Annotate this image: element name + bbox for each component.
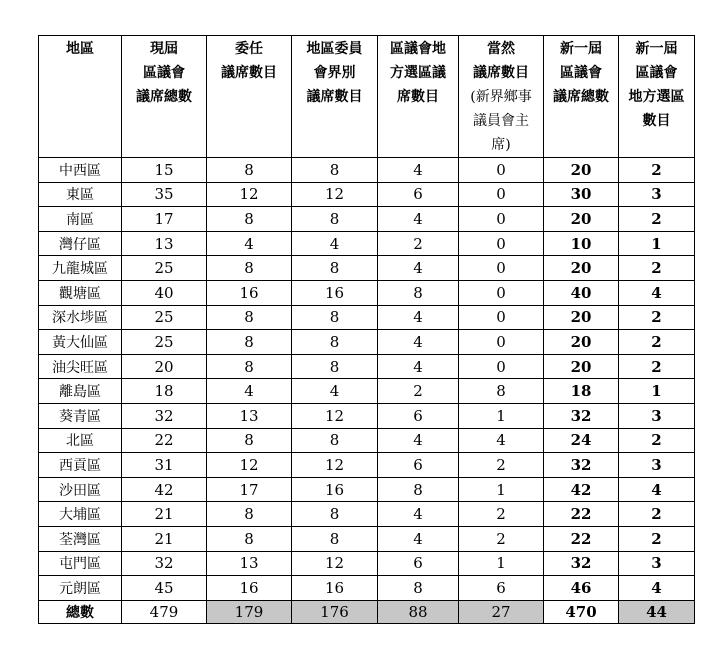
cell-new-constituencies: 3 [619, 182, 695, 207]
cell-ex-officio: 0 [459, 182, 544, 207]
cell-new-total: 30 [544, 182, 619, 207]
table-row [39, 403, 695, 428]
header-row [39, 36, 695, 158]
cell-new-constituencies: 1 [619, 231, 695, 256]
cell-constituency-seats: 2 [378, 231, 459, 256]
cell-constituency-seats: 6 [378, 182, 459, 207]
cell-current-total: 21 [122, 526, 207, 551]
total-appointed: 179 [207, 600, 292, 623]
cell-district: 灣仔區 [39, 231, 122, 256]
cell-current-total: 42 [122, 477, 207, 502]
cell-new-constituencies: 3 [619, 551, 695, 576]
total-new-total: 470 [544, 600, 619, 623]
cell-constituency-seats: 4 [378, 428, 459, 453]
cell-appointed: 8 [207, 207, 292, 232]
cell-ex-officio: 0 [459, 231, 544, 256]
cell-district-committees: 8 [292, 158, 378, 183]
cell-current-total: 31 [122, 453, 207, 478]
total-row [39, 600, 695, 623]
cell-district-committees: 4 [292, 379, 378, 404]
cell-ex-officio: 0 [459, 354, 544, 379]
cell-new-constituencies: 2 [619, 305, 695, 330]
total-current-total: 479 [122, 600, 207, 623]
cell-appointed: 8 [207, 354, 292, 379]
cell-current-total: 45 [122, 576, 207, 601]
cell-district: 深水埗區 [39, 305, 122, 330]
cell-new-total: 32 [544, 403, 619, 428]
cell-current-total: 21 [122, 502, 207, 527]
table-row [39, 354, 695, 379]
cell-constituency-seats: 8 [378, 280, 459, 305]
cell-appointed: 16 [207, 280, 292, 305]
cell-constituency-seats: 4 [378, 330, 459, 355]
cell-district: 荃灣區 [39, 526, 122, 551]
cell-district-committees: 8 [292, 428, 378, 453]
cell-appointed: 12 [207, 182, 292, 207]
cell-district: 元朗區 [39, 576, 122, 601]
cell-ex-officio: 8 [459, 379, 544, 404]
cell-current-total: 25 [122, 305, 207, 330]
cell-new-total: 42 [544, 477, 619, 502]
cell-ex-officio: 6 [459, 576, 544, 601]
cell-district-committees: 8 [292, 502, 378, 527]
header-current-total: 現屆 區議會 議席總數 [122, 36, 207, 158]
total-district-committees: 176 [292, 600, 378, 623]
cell-appointed: 13 [207, 403, 292, 428]
header-new-constituencies: 新一屆 區議會 地方選區 數目 [619, 36, 695, 158]
cell-district: 九龍城區 [39, 256, 122, 281]
cell-district: 觀塘區 [39, 280, 122, 305]
cell-new-constituencies: 3 [619, 403, 695, 428]
cell-new-total: 20 [544, 305, 619, 330]
table-row [39, 453, 695, 478]
cell-district-committees: 4 [292, 231, 378, 256]
cell-current-total: 18 [122, 379, 207, 404]
cell-constituency-seats: 6 [378, 453, 459, 478]
cell-district-committees: 16 [292, 280, 378, 305]
cell-ex-officio: 0 [459, 158, 544, 183]
cell-appointed: 8 [207, 305, 292, 330]
cell-new-constituencies: 2 [619, 330, 695, 355]
cell-new-constituencies: 3 [619, 453, 695, 478]
cell-new-constituencies: 2 [619, 354, 695, 379]
cell-constituency-seats: 4 [378, 256, 459, 281]
cell-district-committees: 16 [292, 576, 378, 601]
cell-ex-officio: 2 [459, 526, 544, 551]
cell-current-total: 15 [122, 158, 207, 183]
table-row [39, 379, 695, 404]
cell-new-constituencies: 4 [619, 280, 695, 305]
cell-district: 黃大仙區 [39, 330, 122, 355]
cell-new-constituencies: 2 [619, 158, 695, 183]
cell-current-total: 13 [122, 231, 207, 256]
cell-new-constituencies: 4 [619, 576, 695, 601]
cell-district-committees: 8 [292, 305, 378, 330]
cell-new-total: 22 [544, 502, 619, 527]
cell-new-total: 20 [544, 354, 619, 379]
cell-district-committees: 16 [292, 477, 378, 502]
cell-new-total: 20 [544, 207, 619, 232]
cell-current-total: 32 [122, 403, 207, 428]
cell-ex-officio: 0 [459, 305, 544, 330]
cell-ex-officio: 0 [459, 256, 544, 281]
cell-appointed: 8 [207, 526, 292, 551]
cell-district-committees: 12 [292, 551, 378, 576]
cell-new-total: 24 [544, 428, 619, 453]
cell-district-committees: 12 [292, 403, 378, 428]
cell-new-total: 10 [544, 231, 619, 256]
cell-new-total: 32 [544, 551, 619, 576]
cell-appointed: 8 [207, 158, 292, 183]
cell-appointed: 8 [207, 502, 292, 527]
cell-new-constituencies: 2 [619, 526, 695, 551]
table-row [39, 330, 695, 355]
district-council-seats-table [38, 35, 695, 624]
cell-constituency-seats: 6 [378, 403, 459, 428]
total-constituency-seats: 88 [378, 600, 459, 623]
cell-district-committees: 8 [292, 526, 378, 551]
table-row [39, 551, 695, 576]
cell-new-constituencies: 4 [619, 477, 695, 502]
cell-constituency-seats: 8 [378, 477, 459, 502]
cell-new-total: 18 [544, 379, 619, 404]
cell-appointed: 13 [207, 551, 292, 576]
cell-district-committees: 12 [292, 453, 378, 478]
table-row [39, 305, 695, 330]
table-row [39, 231, 695, 256]
header-ex-officio: 當然 議席數目 (新界鄉事 議員會主 席) [459, 36, 544, 158]
cell-ex-officio: 1 [459, 477, 544, 502]
cell-appointed: 8 [207, 428, 292, 453]
cell-district: 屯門區 [39, 551, 122, 576]
cell-current-total: 20 [122, 354, 207, 379]
cell-constituency-seats: 4 [378, 305, 459, 330]
cell-district: 沙田區 [39, 477, 122, 502]
cell-new-constituencies: 2 [619, 256, 695, 281]
cell-new-total: 20 [544, 330, 619, 355]
cell-new-constituencies: 1 [619, 379, 695, 404]
cell-constituency-seats: 4 [378, 502, 459, 527]
cell-appointed: 8 [207, 330, 292, 355]
cell-constituency-seats: 4 [378, 526, 459, 551]
cell-district-committees: 12 [292, 182, 378, 207]
cell-ex-officio: 4 [459, 428, 544, 453]
cell-new-total: 46 [544, 576, 619, 601]
cell-new-total: 40 [544, 280, 619, 305]
cell-constituency-seats: 4 [378, 354, 459, 379]
cell-current-total: 25 [122, 256, 207, 281]
cell-district: 北區 [39, 428, 122, 453]
cell-appointed: 16 [207, 576, 292, 601]
cell-constituency-seats: 4 [378, 207, 459, 232]
cell-ex-officio: 0 [459, 280, 544, 305]
cell-new-constituencies: 2 [619, 502, 695, 527]
cell-appointed: 8 [207, 256, 292, 281]
cell-ex-officio: 2 [459, 453, 544, 478]
header-district-committees: 地區委員 會界別 議席數目 [292, 36, 378, 158]
cell-district: 西貢區 [39, 453, 122, 478]
cell-new-total: 32 [544, 453, 619, 478]
table-row [39, 280, 695, 305]
table-row [39, 477, 695, 502]
cell-constituency-seats: 6 [378, 551, 459, 576]
cell-district-committees: 8 [292, 330, 378, 355]
cell-district-committees: 8 [292, 354, 378, 379]
cell-current-total: 25 [122, 330, 207, 355]
cell-ex-officio: 0 [459, 330, 544, 355]
cell-current-total: 32 [122, 551, 207, 576]
table-row [39, 502, 695, 527]
table-row [39, 256, 695, 281]
cell-district: 離島區 [39, 379, 122, 404]
cell-district-committees: 8 [292, 256, 378, 281]
total-new-constituencies: 44 [619, 600, 695, 623]
cell-appointed: 17 [207, 477, 292, 502]
cell-current-total: 35 [122, 182, 207, 207]
cell-ex-officio: 1 [459, 551, 544, 576]
cell-district: 油尖旺區 [39, 354, 122, 379]
cell-constituency-seats: 8 [378, 576, 459, 601]
table-row [39, 526, 695, 551]
cell-new-total: 20 [544, 158, 619, 183]
cell-constituency-seats: 2 [378, 379, 459, 404]
cell-district: 南區 [39, 207, 122, 232]
cell-district: 葵青區 [39, 403, 122, 428]
table-row [39, 576, 695, 601]
cell-current-total: 40 [122, 280, 207, 305]
header-appointed: 委任 議席數目 [207, 36, 292, 158]
cell-appointed: 12 [207, 453, 292, 478]
cell-ex-officio: 1 [459, 403, 544, 428]
cell-appointed: 4 [207, 379, 292, 404]
cell-new-total: 22 [544, 526, 619, 551]
cell-district: 大埔區 [39, 502, 122, 527]
cell-constituency-seats: 4 [378, 158, 459, 183]
total-ex-officio: 27 [459, 600, 544, 623]
header-geographical-constituency: 區議會地 方選區議 席數目 [378, 36, 459, 158]
cell-district: 東區 [39, 182, 122, 207]
cell-ex-officio: 2 [459, 502, 544, 527]
header-new-total: 新一屆 區議會 議席總數 [544, 36, 619, 158]
table-row [39, 207, 695, 232]
cell-current-total: 22 [122, 428, 207, 453]
header-district: 地區 [39, 36, 122, 158]
table-row [39, 182, 695, 207]
cell-current-total: 17 [122, 207, 207, 232]
cell-new-total: 20 [544, 256, 619, 281]
cell-district-committees: 8 [292, 207, 378, 232]
table-row [39, 428, 695, 453]
cell-district: 中西區 [39, 158, 122, 183]
cell-new-constituencies: 2 [619, 428, 695, 453]
table-row [39, 158, 695, 183]
cell-ex-officio: 0 [459, 207, 544, 232]
cell-appointed: 4 [207, 231, 292, 256]
total-district: 總數 [39, 600, 122, 623]
cell-new-constituencies: 2 [619, 207, 695, 232]
